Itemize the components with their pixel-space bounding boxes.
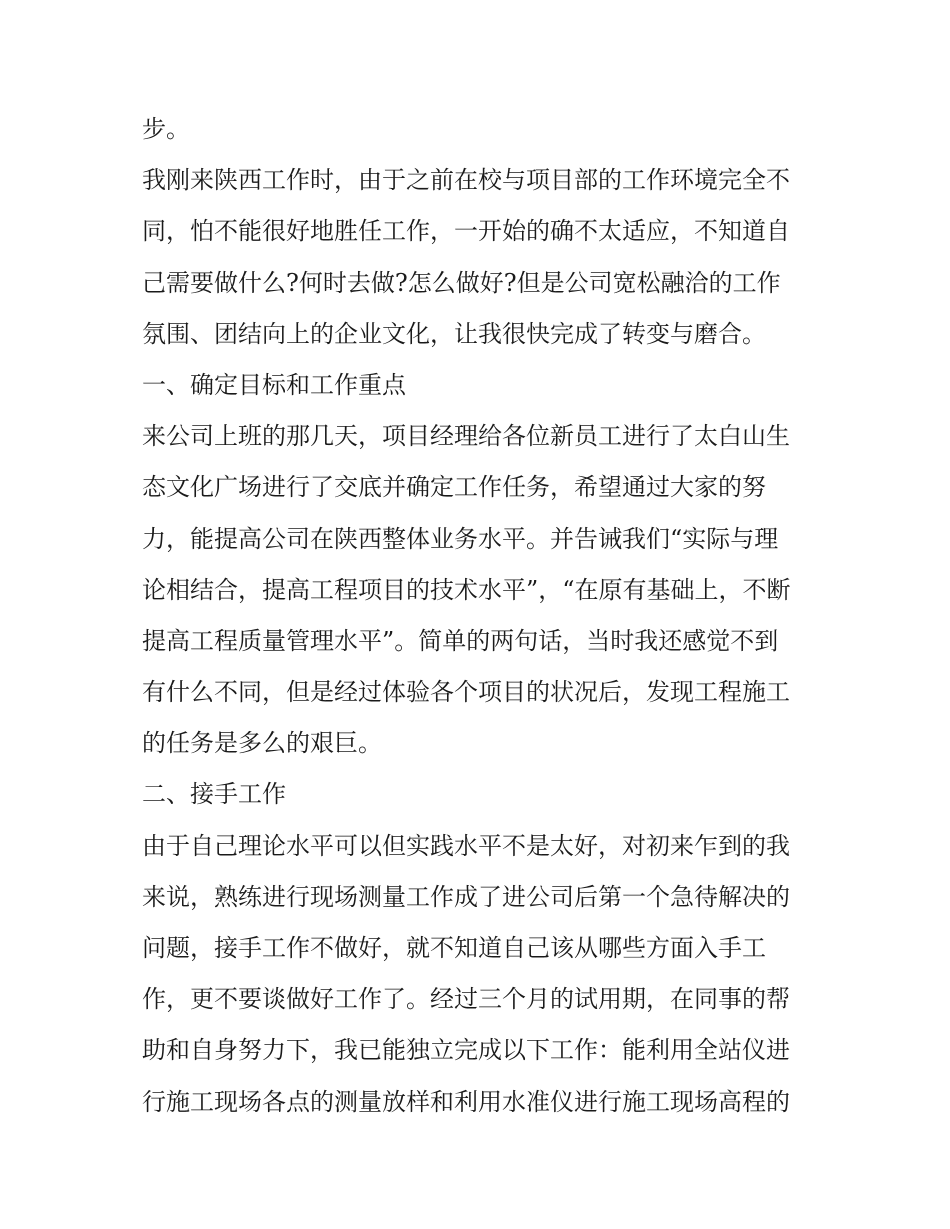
text-line: 态文化广场进行了交底并确定工作任务，希望通过大家的努 xyxy=(142,473,766,502)
text-line: 我刚来陕西工作时，由于之前在校与项目部的工作环境完全不 xyxy=(142,166,790,195)
text-line: 提高工程质量管理水平”。简单的两句话，当时我还感觉不到 xyxy=(142,626,779,655)
text-line: 问题，接手工作不做好，就不知道自己该从哪些方面入手工 xyxy=(142,934,766,962)
text-line: 氛围、团结向上的企业文化，让我很快完成了转变与磨合。 xyxy=(142,319,766,348)
text-line: 论相结合，提高工程项目的技术水平”，“在原有基础上，不断 xyxy=(142,575,791,604)
text-line: 作，更不要谈做好工作了。经过三个月的试用期，在同事的帮 xyxy=(142,985,790,1014)
text-line: 己需要做什么?何时去做?怎么做好?但是公司宽松融洽的工作 xyxy=(142,268,781,297)
text-line: 来公司上班的那几天，项目经理给各位新员工进行了太白山生 xyxy=(142,422,790,451)
text-line: 助和自身努力下，我已能独立完成以下工作：能利用全站仪进 xyxy=(142,1036,790,1065)
text-line: 力，能提高公司在陕西整体业务水平。并告诫我们“实际与理 xyxy=(142,524,779,553)
text-line: 由于自己理论水平可以但实践水平不是太好，对初来乍到的我 xyxy=(142,831,790,860)
text-line: 行施工现场各点的测量放样和利用水准仪进行施工现场高程的 xyxy=(142,1087,790,1116)
body-text xyxy=(142,104,822,1128)
text-line: 步。 xyxy=(142,115,190,143)
section-heading: 二、接手工作 xyxy=(142,780,286,809)
section-heading: 一、确定目标和工作重点 xyxy=(142,370,406,399)
text-line: 同，怕不能很好地胜任工作，一开始的确不太适应，不知道自 xyxy=(142,217,790,246)
text-line: 来说，熟练进行现场测量工作成了进公司后第一个急待解决的 xyxy=(142,882,790,911)
text-line: 有什么不同，但是经过体验各个项目的状况后，发现工程施工 xyxy=(142,678,790,707)
text-line: 的任务是多么的艰巨。 xyxy=(142,729,382,758)
